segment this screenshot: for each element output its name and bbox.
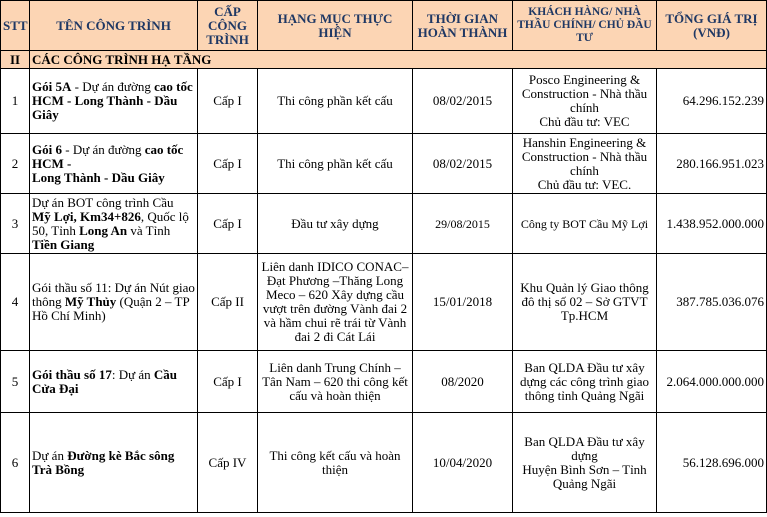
table-row — [1, 69, 767, 134]
table-row — [1, 351, 767, 413]
row-khach-hang-line: Huyện Bình Sơn – Tỉnh Quảng Ngãi — [522, 461, 647, 491]
row-hang-muc: Thi công phần kết cấu — [258, 134, 413, 194]
row-name-part: (Quận 2 – TP Hồ Chí Minh) — [32, 294, 190, 323]
section-number: II — [1, 51, 30, 69]
row-name-part: Mỹ Lợi, Km34+826 — [32, 208, 141, 224]
row-name-part: Gói thầu số 17 — [32, 366, 112, 382]
header-thoi-gian: THỜI GIAN HOÀN THÀNH — [413, 1, 513, 51]
table-row — [1, 254, 767, 351]
row-hang-muc: Liên danh Trung Chính – Tân Nam – 620 thi công kết cấu và hoàn thiện — [258, 351, 413, 413]
header-khach-hang: KHÁCH HÀNG/ NHÀ THẦU CHÍNH/ CHỦ ĐẦU TƯ — [513, 1, 657, 51]
row-tong-gia-tri: 56.128.696.000 — [657, 413, 767, 513]
row-name-part: cao tốc — [154, 79, 193, 94]
row-name-part: Gói 5A — [32, 79, 72, 94]
row-stt: 1 — [1, 69, 30, 134]
row-name — [30, 194, 198, 254]
row-name — [30, 134, 198, 194]
row-name-part: , Quốc lộ 50, Tỉnh — [32, 208, 189, 238]
row-khach-hang — [513, 351, 657, 413]
row-name-part: Long An — [79, 222, 128, 238]
header-stt: STT — [1, 1, 30, 51]
row-stt: 2 — [1, 134, 30, 194]
row-name-part: HCM - Long Thành - Dầu Giây — [32, 93, 178, 122]
row-khach-hang-line: Chủ đầu tư: VEC. — [537, 176, 632, 192]
row-name — [30, 69, 198, 134]
row-thoi-gian: 29/08/2015 — [413, 194, 513, 254]
row-khach-hang-line: Chủ đầu tư: VEC — [539, 114, 630, 129]
row-hang-muc: Đầu tư xây dựng — [258, 194, 413, 254]
row-stt: 4 — [1, 254, 30, 351]
row-name-part: Gói thầu số 11: Dự án Nút giao thông — [32, 280, 195, 309]
row-thoi-gian: 08/02/2015 — [413, 134, 513, 194]
row-cap: Cấp I — [198, 194, 258, 254]
row-name-part: Đường kè Bắc sông Trà Bồng — [32, 447, 175, 477]
row-cap: Cấp I — [198, 69, 258, 134]
row-hang-muc: Thi công phần kết cấu — [258, 69, 413, 134]
row-name-part: Gói 6 — [32, 141, 62, 157]
row-tong-gia-tri: 2.064.000.000.000 — [657, 351, 767, 413]
row-name-part: Dự án — [32, 447, 68, 463]
row-tong-gia-tri: 1.438.952.000.000 — [657, 194, 767, 254]
row-thoi-gian: 15/01/2018 — [413, 254, 513, 351]
table-row — [1, 413, 767, 513]
row-name-part: - Dự án đường — [71, 79, 155, 94]
row-name-part: Tiền Giang — [32, 236, 95, 252]
row-cap: Cấp IV — [198, 413, 258, 513]
row-cap: Cấp I — [198, 134, 258, 194]
header-hang-muc: HẠNG MỤC THỰC HIỆN — [258, 1, 413, 51]
row-khach-hang — [513, 69, 657, 134]
row-khach-hang-line: Ban QLDA Đầu tư xây dựng — [524, 433, 645, 463]
row-name-part: Cầu Cửa Đại — [32, 366, 178, 396]
row-name-part: - Dự án đường — [61, 141, 145, 157]
row-name — [30, 413, 198, 513]
row-khach-hang — [513, 413, 657, 513]
row-stt: 6 — [1, 413, 30, 513]
row-khach-hang — [513, 134, 657, 194]
row-thoi-gian: 08/02/2015 — [413, 69, 513, 134]
row-thoi-gian: 08/2020 — [413, 351, 513, 413]
row-tong-gia-tri: 64.296.152.239 — [657, 69, 767, 134]
row-khach-hang — [513, 194, 657, 254]
header-row — [1, 1, 767, 51]
header-cap-cong-trinh: CẤP CÔNG TRÌNH — [198, 1, 258, 51]
row-khach-hang-line: Công ty BOT Cầu Mỹ Lợi — [520, 216, 649, 231]
row-stt: 3 — [1, 194, 30, 254]
row-cap: Cấp II — [198, 254, 258, 351]
row-khach-hang-line: Hanshin Engineering & Construction - Nhà thầu chính — [521, 134, 648, 178]
row-tong-gia-tri: 280.166.951.023 — [657, 134, 767, 194]
row-stt: 5 — [1, 351, 30, 413]
row-khach-hang-line: Khu Quản lý Giao thông đô thị số 02 – Sở GTVT Tp.HCM — [520, 280, 649, 323]
row-name-part: cao tốc HCM - — [32, 141, 184, 171]
row-khach-hang-line: Posco Engineering & Construction - Nhà thầu chính — [521, 72, 648, 115]
row-name-part: Mỹ Thủy — [64, 294, 117, 309]
header-ten-cong-trinh: TÊN CÔNG TRÌNH — [30, 1, 198, 51]
row-cap: Cấp I — [198, 351, 258, 413]
table-row — [1, 194, 767, 254]
row-tong-gia-tri: 387.785.036.076 — [657, 254, 767, 351]
row-thoi-gian: 10/04/2020 — [413, 413, 513, 513]
row-name-part: Dự án BOT công trình Cầu — [32, 194, 174, 210]
row-name-part: và Tỉnh — [127, 222, 171, 238]
section-title: CÁC CÔNG TRÌNH HẠ TẦNG — [30, 51, 767, 69]
row-name — [30, 351, 198, 413]
row-name — [30, 254, 198, 351]
table-row — [1, 134, 767, 194]
header-tong-gia-tri: TỔNG GIÁ TRỊ (VNĐ) — [657, 1, 767, 51]
row-khach-hang — [513, 254, 657, 351]
row-hang-muc: Thi công kết cấu và hoàn thiện — [258, 413, 413, 513]
row-name-part: : Dự án — [111, 366, 154, 382]
section-row — [1, 51, 767, 69]
row-hang-muc: Liên danh IDICO CONAC– Đạt Phương –Thăng Long Meco – 620 Xây dựng cầu vượt trên đường Vành đai 2 và hầm chui rẽ trái từ Vành đai 2 đi Cát Lái — [258, 254, 413, 351]
row-khach-hang-line: Ban QLDA Đầu tư xây dựng các công trình giao thông tỉnh Quảng Ngãi — [519, 359, 650, 403]
row-name-part: Long Thành - Dầu Giây — [32, 169, 165, 185]
